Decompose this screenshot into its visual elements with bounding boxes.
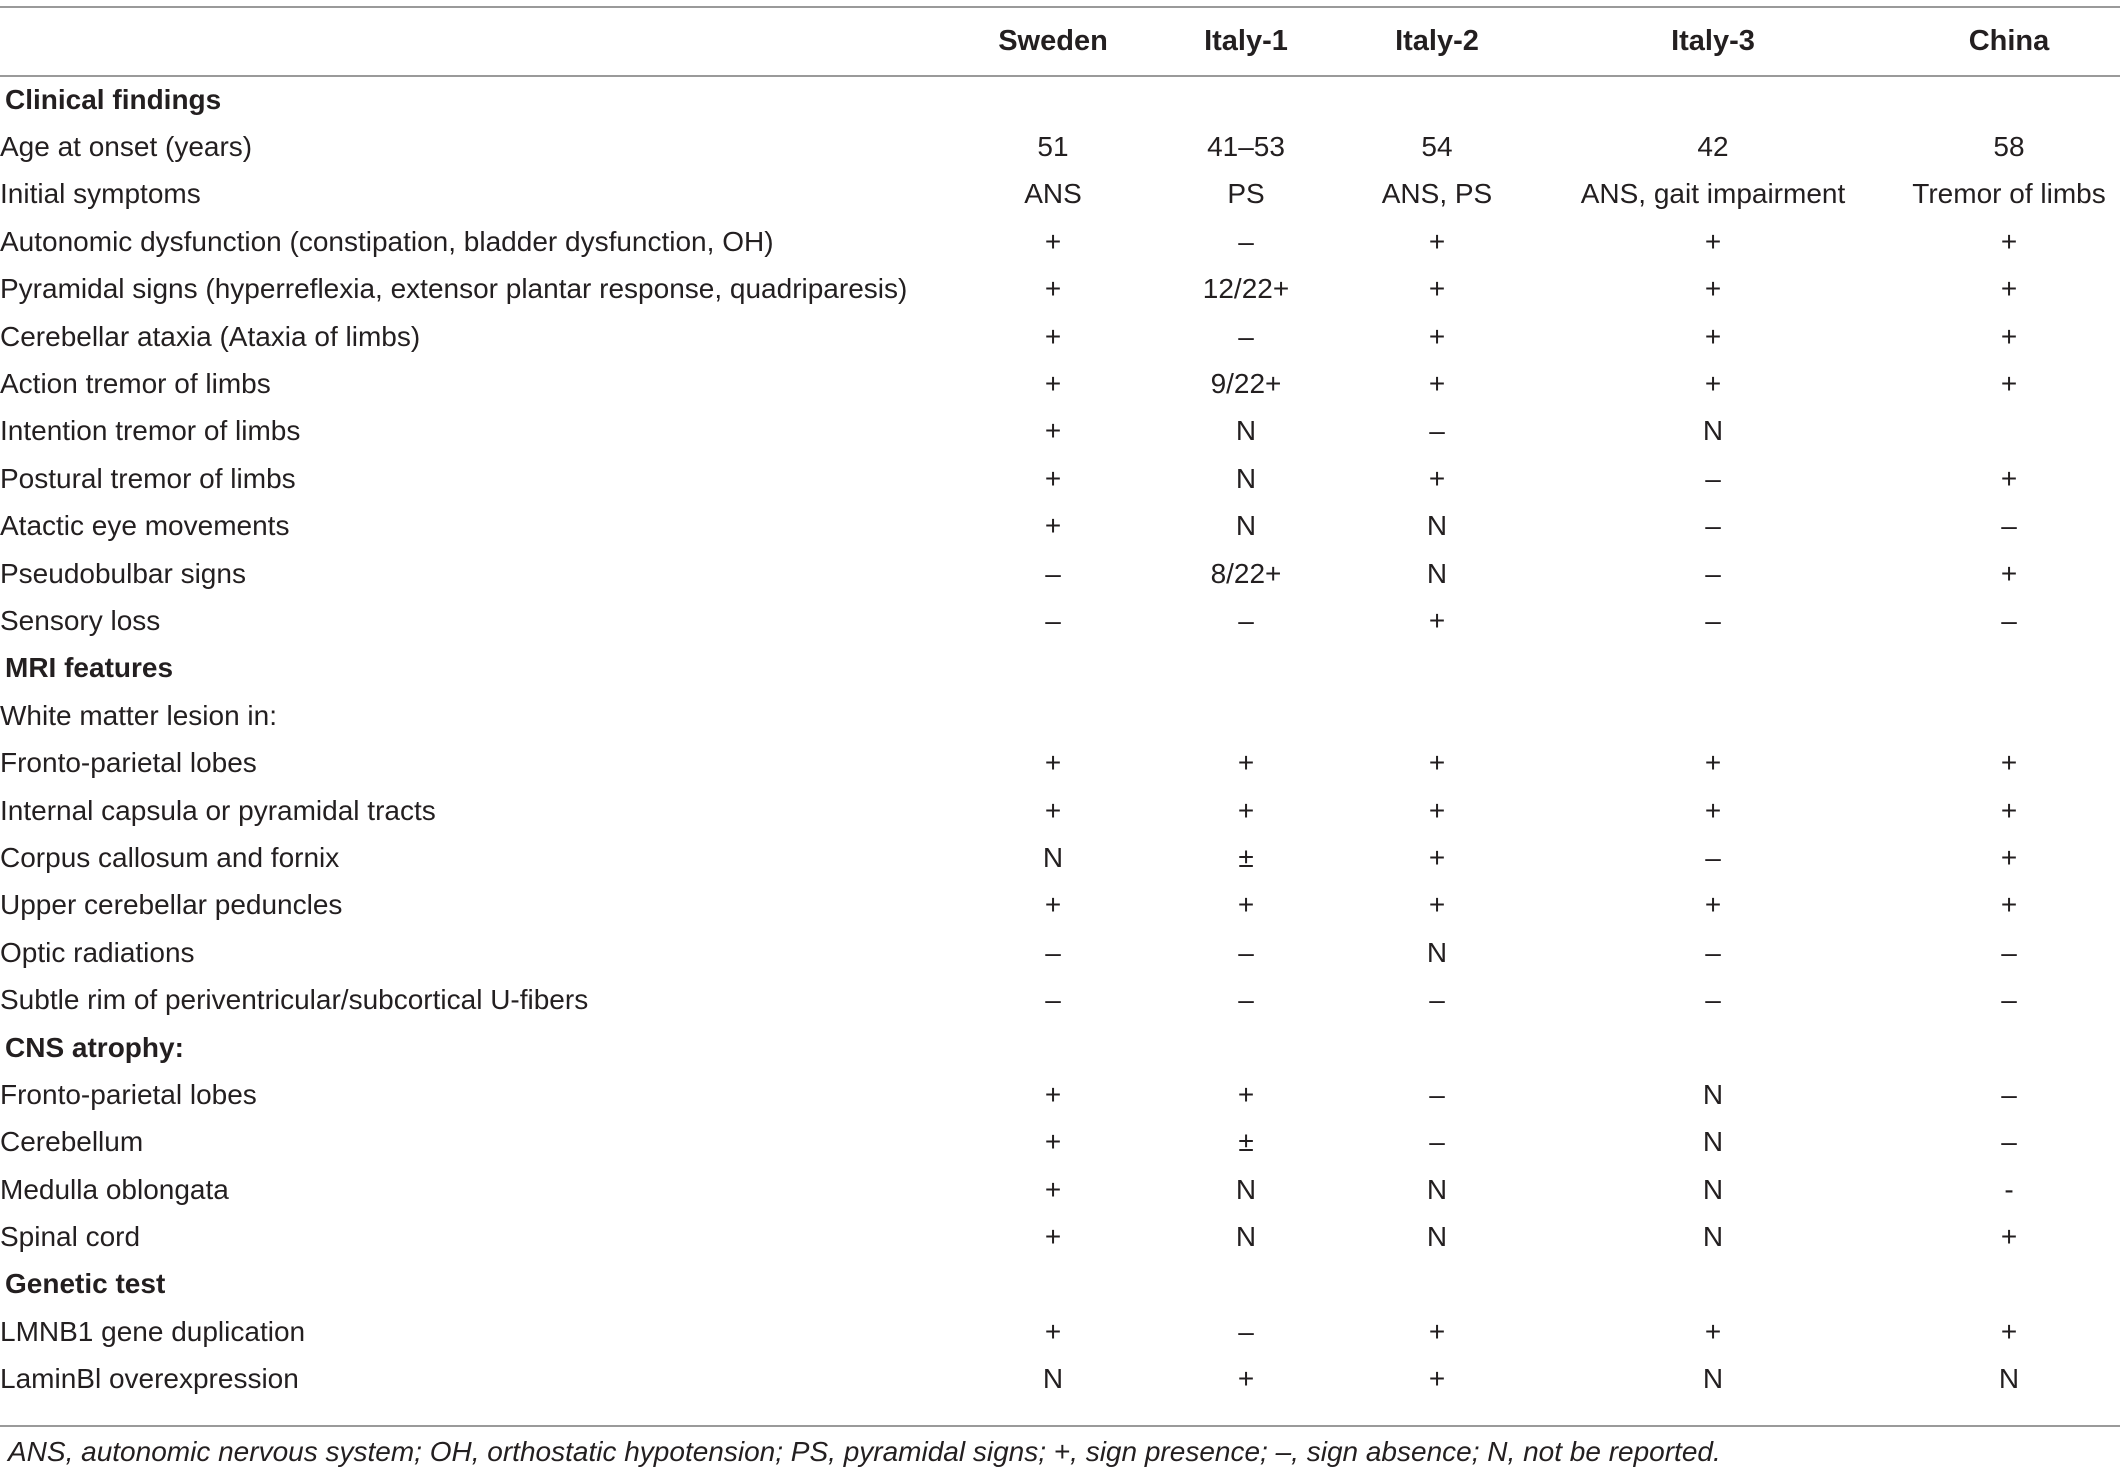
value-cell: +	[1044, 415, 1062, 447]
value-cell: –	[1238, 936, 1254, 968]
table-row	[0, 1119, 2120, 1166]
table-row	[0, 550, 2120, 597]
value-cell: –	[1705, 557, 1721, 589]
value-cell	[1346, 1024, 1528, 1071]
table-row	[0, 787, 2120, 834]
value-cell: –	[2001, 604, 2017, 636]
table-row	[0, 360, 2120, 407]
value-cell: +	[1044, 1078, 1062, 1110]
value-cell: 51	[1037, 131, 1069, 163]
value-cell: ANS, PS	[1381, 178, 1493, 210]
row-label: White matter lesion in:	[0, 699, 277, 731]
value-cell: –	[1045, 984, 1061, 1016]
value-cell	[1528, 1024, 1898, 1071]
section-heading: Genetic test	[5, 1268, 166, 1300]
value-cell: 8/22+	[1210, 557, 1282, 589]
row-label: Upper cerebellar peduncles	[0, 889, 343, 921]
value-cell	[1146, 645, 1346, 692]
table-row	[0, 739, 2120, 786]
value-cell: +	[1044, 462, 1062, 494]
value-cell: +	[2000, 225, 2018, 257]
value-cell	[1346, 645, 1528, 692]
row-label: Initial symptoms	[0, 178, 201, 210]
value-cell: +	[1044, 225, 1062, 257]
value-cell: 41–53	[1207, 131, 1285, 163]
value-cell: +	[2000, 1221, 2018, 1253]
value-cell: +	[1428, 1315, 1446, 1347]
value-cell	[1346, 692, 1528, 739]
value-cell: 42	[1697, 131, 1729, 163]
value-cell: –	[1238, 225, 1254, 257]
table-row	[0, 455, 2120, 502]
row-label: Internal capsula or pyramidal tracts	[0, 794, 436, 826]
value-cell: –	[1705, 510, 1721, 542]
value-cell: –	[1429, 984, 1445, 1016]
value-cell	[1898, 76, 2120, 123]
row-label: LaminBl overexpression	[0, 1363, 299, 1395]
value-cell: N	[1042, 1363, 1064, 1395]
table-row	[0, 1213, 2120, 1260]
row-label: Subtle rim of periventricular/subcortical U-fibers	[0, 984, 589, 1016]
value-cell: +	[2000, 747, 2018, 779]
value-cell: N	[1426, 1173, 1448, 1205]
row-label: Action tremor of limbs	[0, 368, 271, 400]
table-row	[0, 1166, 2120, 1213]
value-cell: +	[1044, 794, 1062, 826]
value-cell: –	[1705, 604, 1721, 636]
value-cell: N	[1702, 1126, 1724, 1158]
value-cell: –	[1705, 462, 1721, 494]
value-cell: –	[1429, 1078, 1445, 1110]
table-row	[0, 692, 2120, 739]
value-cell: N	[1235, 1173, 1257, 1205]
value-cell: N	[1426, 557, 1448, 589]
value-cell: N	[1702, 1078, 1724, 1110]
value-cell: +	[1428, 1363, 1446, 1395]
value-cell	[1146, 692, 1346, 739]
row-label: LMNB1 gene duplication	[0, 1315, 306, 1347]
value-cell: ±	[1238, 841, 1254, 873]
value-cell	[960, 1261, 1146, 1308]
value-cell: +	[1428, 225, 1446, 257]
value-cell	[1898, 645, 2120, 692]
table-row	[0, 218, 2120, 265]
value-cell: -	[2004, 1173, 2014, 1205]
value-cell: +	[1044, 1173, 1062, 1205]
value-cell	[1898, 692, 2120, 739]
table-row	[0, 929, 2120, 976]
value-cell: N	[1426, 936, 1448, 968]
value-cell: +	[1428, 841, 1446, 873]
header-cell-china: China	[1968, 25, 2050, 57]
value-cell: N	[1235, 415, 1257, 447]
value-cell: +	[1704, 225, 1722, 257]
table-bottom-rule	[0, 1425, 2120, 1427]
row-label: Autonomic dysfunction (constipation, bladder dysfunction, OH)	[0, 225, 774, 257]
value-cell	[1898, 408, 2120, 455]
value-cell: N	[1702, 1221, 1724, 1253]
table-row	[0, 503, 2120, 550]
value-cell: +	[1704, 320, 1722, 352]
value-cell	[1528, 645, 1898, 692]
value-cell	[1346, 76, 1528, 123]
row-label: Age at onset (years)	[0, 131, 253, 163]
row-label: Postural tremor of limbs	[0, 462, 296, 494]
header-cell-sweden: Sweden	[998, 25, 1108, 57]
value-cell: N	[1426, 1221, 1448, 1253]
value-cell: +	[1237, 1078, 1255, 1110]
value-cell	[1528, 692, 1898, 739]
value-cell: +	[1237, 794, 1255, 826]
value-cell: +	[1044, 889, 1062, 921]
value-cell: +	[1704, 747, 1722, 779]
value-cell: 54	[1421, 131, 1453, 163]
value-cell: +	[1237, 747, 1255, 779]
table-row	[0, 597, 2120, 644]
value-cell: N	[1426, 510, 1448, 542]
value-cell: –	[2001, 984, 2017, 1016]
value-cell: –	[1045, 557, 1061, 589]
value-cell: Tremor of limbs	[1912, 178, 2106, 210]
value-cell	[1898, 1024, 2120, 1071]
value-cell	[960, 1024, 1146, 1071]
value-cell: ±	[1238, 1126, 1254, 1158]
value-cell: –	[2001, 1126, 2017, 1158]
value-cell: ANS, gait impairment	[1580, 178, 1846, 210]
value-cell: N	[1235, 462, 1257, 494]
value-cell: –	[1429, 1126, 1445, 1158]
table-row	[0, 266, 2120, 313]
value-cell: 12/22+	[1202, 273, 1290, 305]
value-cell	[1528, 1261, 1898, 1308]
value-cell: –	[1238, 604, 1254, 636]
value-cell: –	[1238, 1315, 1254, 1347]
table-row	[0, 1308, 2120, 1355]
value-cell	[1898, 1261, 2120, 1308]
value-cell: +	[1044, 1126, 1062, 1158]
value-cell: ANS	[1024, 178, 1082, 210]
value-cell: –	[1238, 320, 1254, 352]
row-label: Corpus callosum and fornix	[0, 841, 340, 873]
table-row	[0, 976, 2120, 1023]
value-cell: +	[2000, 794, 2018, 826]
row-label: Pyramidal signs (hyperreflexia, extensor plantar response, quadriparesis)	[0, 273, 908, 305]
value-cell: +	[1704, 273, 1722, 305]
section-row	[0, 1024, 2120, 1071]
value-cell: PS	[1227, 178, 1265, 210]
value-cell: 58	[1993, 131, 2025, 163]
value-cell: +	[1044, 510, 1062, 542]
value-cell: –	[1045, 604, 1061, 636]
value-cell: N	[1702, 1173, 1724, 1205]
row-label: Pseudobulbar signs	[0, 557, 246, 589]
value-cell: N	[1702, 415, 1724, 447]
value-cell: –	[2001, 936, 2017, 968]
value-cell: N	[1235, 510, 1257, 542]
value-cell: +	[2000, 557, 2018, 589]
header-cell-italy-2: Italy-2	[1395, 25, 1479, 57]
value-cell: +	[1044, 273, 1062, 305]
row-label: Cerebellum	[0, 1126, 144, 1158]
row-label: Cerebellar ataxia (Ataxia of limbs)	[0, 320, 421, 352]
section-row	[0, 645, 2120, 692]
row-label: Spinal cord	[0, 1221, 141, 1253]
table-row	[0, 408, 2120, 455]
value-cell: –	[2001, 1078, 2017, 1110]
value-cell: +	[1044, 320, 1062, 352]
value-cell: +	[1044, 1221, 1062, 1253]
value-cell: –	[1429, 415, 1445, 447]
value-cell: –	[1705, 984, 1721, 1016]
value-cell: +	[1044, 747, 1062, 779]
section-heading: CNS atrophy:	[5, 1031, 184, 1063]
value-cell	[1346, 1261, 1528, 1308]
value-cell: +	[2000, 889, 2018, 921]
value-cell	[1146, 1024, 1346, 1071]
value-cell: +	[2000, 1315, 2018, 1347]
value-cell: +	[1428, 889, 1446, 921]
value-cell	[960, 645, 1146, 692]
section-row	[0, 76, 2120, 123]
value-cell: +	[1428, 320, 1446, 352]
table-row	[0, 882, 2120, 929]
header-cell-italy-1: Italy-1	[1204, 25, 1288, 57]
header-row	[0, 8, 2120, 76]
section-row	[0, 1261, 2120, 1308]
value-cell: N	[1702, 1363, 1724, 1395]
value-cell: +	[1237, 1363, 1255, 1395]
value-cell: –	[1045, 936, 1061, 968]
value-cell: +	[1704, 794, 1722, 826]
value-cell: +	[2000, 368, 2018, 400]
value-cell: +	[1428, 462, 1446, 494]
row-label: Sensory loss	[0, 604, 161, 636]
value-cell: +	[1428, 273, 1446, 305]
value-cell: +	[1237, 889, 1255, 921]
row-label: Atactic eye movements	[0, 510, 290, 542]
row-label: Optic radiations	[0, 936, 195, 968]
table-body	[0, 76, 2120, 1403]
header-cell-italy-3: Italy-3	[1671, 25, 1755, 57]
table-footnote: ANS, autonomic nervous system; OH, orthostatic hypotension; PS, pyramidal signs; +, sign presence; –, sign absence; N, not be reported.	[8, 1436, 1721, 1467]
value-cell	[1146, 76, 1346, 123]
table-row	[0, 1071, 2120, 1118]
value-cell: +	[1704, 889, 1722, 921]
value-cell: +	[1704, 1315, 1722, 1347]
value-cell: +	[1428, 604, 1446, 636]
value-cell: +	[1428, 368, 1446, 400]
value-cell: 9/22+	[1210, 368, 1282, 400]
header-cell-label	[0, 8, 960, 76]
value-cell: +	[1428, 794, 1446, 826]
section-heading: Clinical findings	[5, 84, 222, 116]
value-cell: –	[1705, 841, 1721, 873]
value-cell: –	[1238, 984, 1254, 1016]
table-row	[0, 1356, 2120, 1403]
value-cell: –	[1705, 936, 1721, 968]
row-label: Intention tremor of limbs	[0, 415, 301, 447]
row-label: Fronto-parietal lobes	[0, 1078, 257, 1110]
value-cell: +	[1044, 368, 1062, 400]
value-cell	[960, 76, 1146, 123]
value-cell	[960, 692, 1146, 739]
value-cell: +	[2000, 320, 2018, 352]
value-cell: N	[1235, 1221, 1257, 1253]
row-label: Fronto-parietal lobes	[0, 747, 257, 779]
value-cell: +	[1704, 368, 1722, 400]
table-row	[0, 834, 2120, 881]
value-cell: +	[1428, 747, 1446, 779]
value-cell	[1146, 1261, 1346, 1308]
row-label: Medulla oblongata	[0, 1173, 229, 1205]
table-row	[0, 171, 2120, 218]
value-cell: –	[2001, 510, 2017, 542]
table-row	[0, 123, 2120, 170]
value-cell: +	[1044, 1315, 1062, 1347]
value-cell: +	[2000, 462, 2018, 494]
value-cell: +	[2000, 841, 2018, 873]
value-cell: N	[1998, 1363, 2020, 1395]
findings-table	[0, 8, 2120, 1403]
section-heading: MRI features	[5, 652, 174, 684]
value-cell: +	[2000, 273, 2018, 305]
value-cell	[1528, 76, 1898, 123]
table-row	[0, 313, 2120, 360]
value-cell: N	[1042, 841, 1064, 873]
